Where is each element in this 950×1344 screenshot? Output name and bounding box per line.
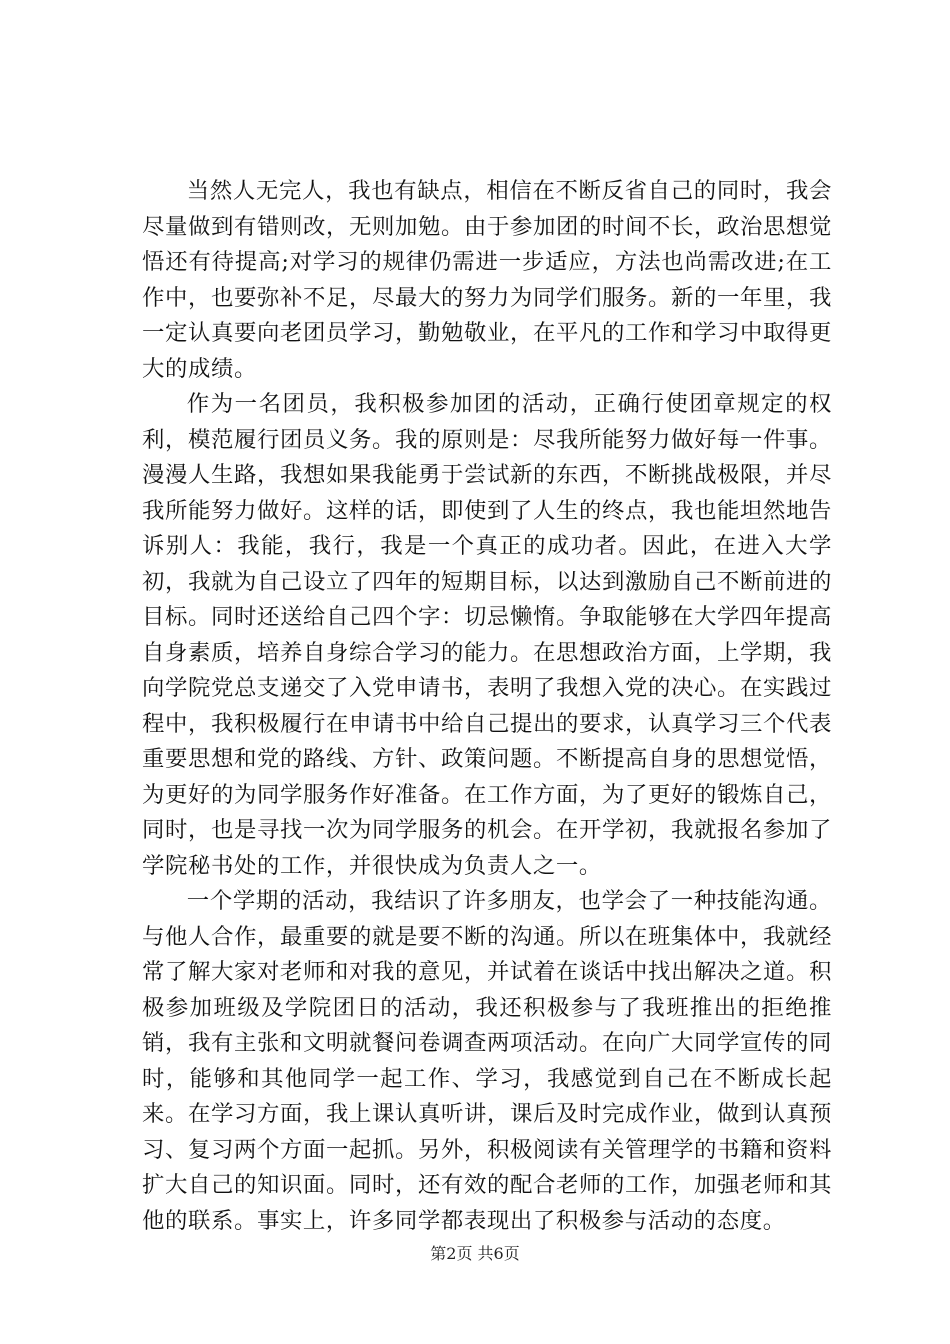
document-body: [142, 174, 832, 1239]
paragraph-3: 一个学期的活动，我结识了许多朋友，也学会了一种技能沟通。与他人合作，最重要的就是要不断的沟通。所以在班集体中，我就经常了解大家对老师和对我的意见，并试着在谈话中找出解决之道。积极参加班级及学院团日的活动，我还积极参与了我班推出的拒绝推销，我有主张和文明就餐问卷调查两项活动。在向广大同学宣传的同时，能够和其他同学一起工作、学习，我感觉到自己在不断成长起来。在学习方面，我上课认真听讲，课后及时完成作业，做到认真预习、复习两个方面一起抓。另外，积极阅读有关管理学的书籍和资料扩大自己的知识面。同时，还有效的配合老师的工作，加强老师和其他的联系。事实上，许多同学都表现出了积极参与活动的态度。: [142, 888, 832, 1234]
paragraph-1: 当然人无完人，我也有缺点，相信在不断反省自己的同时，我会尽量做到有错则改，无则加勉。由于参加团的时间不长，政治思想觉悟还有待提高;对学习的规律仍需进一步适应，方法也尚需改进;在工作中，也要弥补不足，尽最大的努力为同学们服务。新的一年里，我一定认真要向老团员学习，勤勉敬业，在平凡的工作和学习中取得更大的成绩。: [142, 178, 832, 382]
paragraph-2: 作为一名团员，我积极参加团的活动，正确行使团章规定的权利，模范履行团员义务。我的原则是：尽我所能努力做好每一件事。漫漫人生路，我想如果我能勇于尝试新的东西，不断挑战极限，并尽我所能努力做好。这样的话，即使到了人生的终点，我也能坦然地告诉别人：我能，我行，我是一个真正的成功者。因此，在进入大学初，我就为自己设立了四年的短期目标，以达到激励自己不断前进的目标。同时还送给自己四个字：切忌懒惰。争取能够在大学四年提高自身素质，培养自身综合学习的能力。在思想政治方面，上学期，我向学院党总支递交了入党申请书，表明了我想入党的决心。在实践过程中，我积极履行在申请书中给自己提出的要求，认真学习三个代表重要思想和党的路线、方针、政策问题。不断提高自身的思想觉悟，为更好的为同学服务作好准备。在工作方面，为了更好的锻炼自己，同时，也是寻找一次为同学服务的机会。在开学初，我就报名参加了学院秘书处的工作，并很快成为负责人之一。: [142, 391, 832, 879]
page-number-footer: 第2页 共6页: [430, 1244, 520, 1263]
